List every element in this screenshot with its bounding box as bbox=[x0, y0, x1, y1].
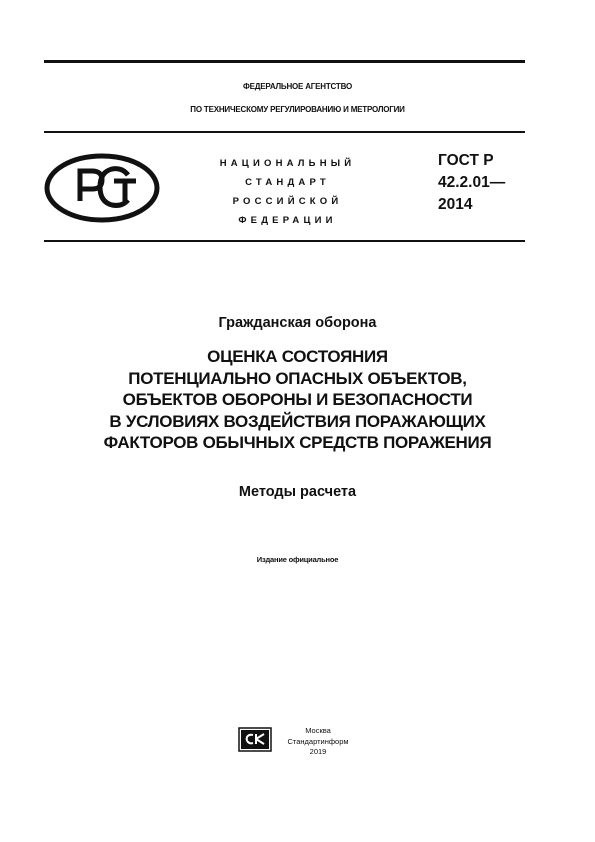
top-rule bbox=[44, 60, 525, 63]
agency-line-1: ФЕДЕРАЛЬНОЕ АГЕНТСТВО bbox=[242, 82, 352, 91]
designation-line-3: 2014 bbox=[438, 196, 473, 213]
edition-note: Издание официальное bbox=[256, 555, 339, 564]
title-line: В УСЛОВИЯХ ВОЗДЕЙСТВИЯ ПОРАЖАЮЩИХ bbox=[109, 411, 486, 431]
title-line: ФАКТОРОВ ОБЫЧНЫХ СРЕДСТВ ПОРАЖЕНИЯ bbox=[103, 433, 492, 452]
publisher-logo-icon bbox=[238, 727, 272, 752]
subject-heading: Гражданская оборона bbox=[218, 315, 377, 331]
designation-line-2: 42.2.01— bbox=[438, 174, 506, 191]
publisher-city: Москва bbox=[305, 726, 331, 735]
rst-logo-icon bbox=[44, 153, 160, 223]
title-line: ПОТЕНЦИАЛЬНО ОПАСНЫХ ОБЪЕКТОВ, bbox=[128, 368, 467, 388]
publisher-year: 2019 bbox=[309, 747, 327, 756]
national-standard-line: НАЦИОНАЛЬНЫЙ bbox=[219, 158, 356, 169]
title-line: ОБЪЕКТОВ ОБОРОНЫ И БЕЗОПАСНОСТИ bbox=[122, 390, 473, 409]
national-standard-line: СТАНДАРТ bbox=[245, 177, 330, 188]
upper-rule bbox=[44, 131, 525, 133]
standard-designation bbox=[438, 150, 505, 216]
title-line: ОЦЕНКА СОСТОЯНИЯ bbox=[207, 347, 388, 366]
national-standard-line: ФЕДЕРАЦИИ bbox=[238, 215, 337, 226]
national-standard-block bbox=[205, 154, 370, 230]
publisher-block bbox=[280, 726, 356, 758]
agency-line-2: ПО ТЕХНИЧЕСКОМУ РЕГУЛИРОВАНИЮ И МЕТРОЛОГИИ bbox=[190, 105, 405, 114]
designation-line-1: ГОСТ Р bbox=[438, 152, 494, 169]
lower-rule bbox=[44, 240, 525, 242]
publisher-name: Стандартинформ bbox=[287, 736, 349, 746]
document-title bbox=[0, 346, 595, 454]
national-standard-line: РОССИЙСКОЙ bbox=[232, 196, 343, 207]
methods-subtitle: Методы расчета bbox=[238, 484, 357, 500]
